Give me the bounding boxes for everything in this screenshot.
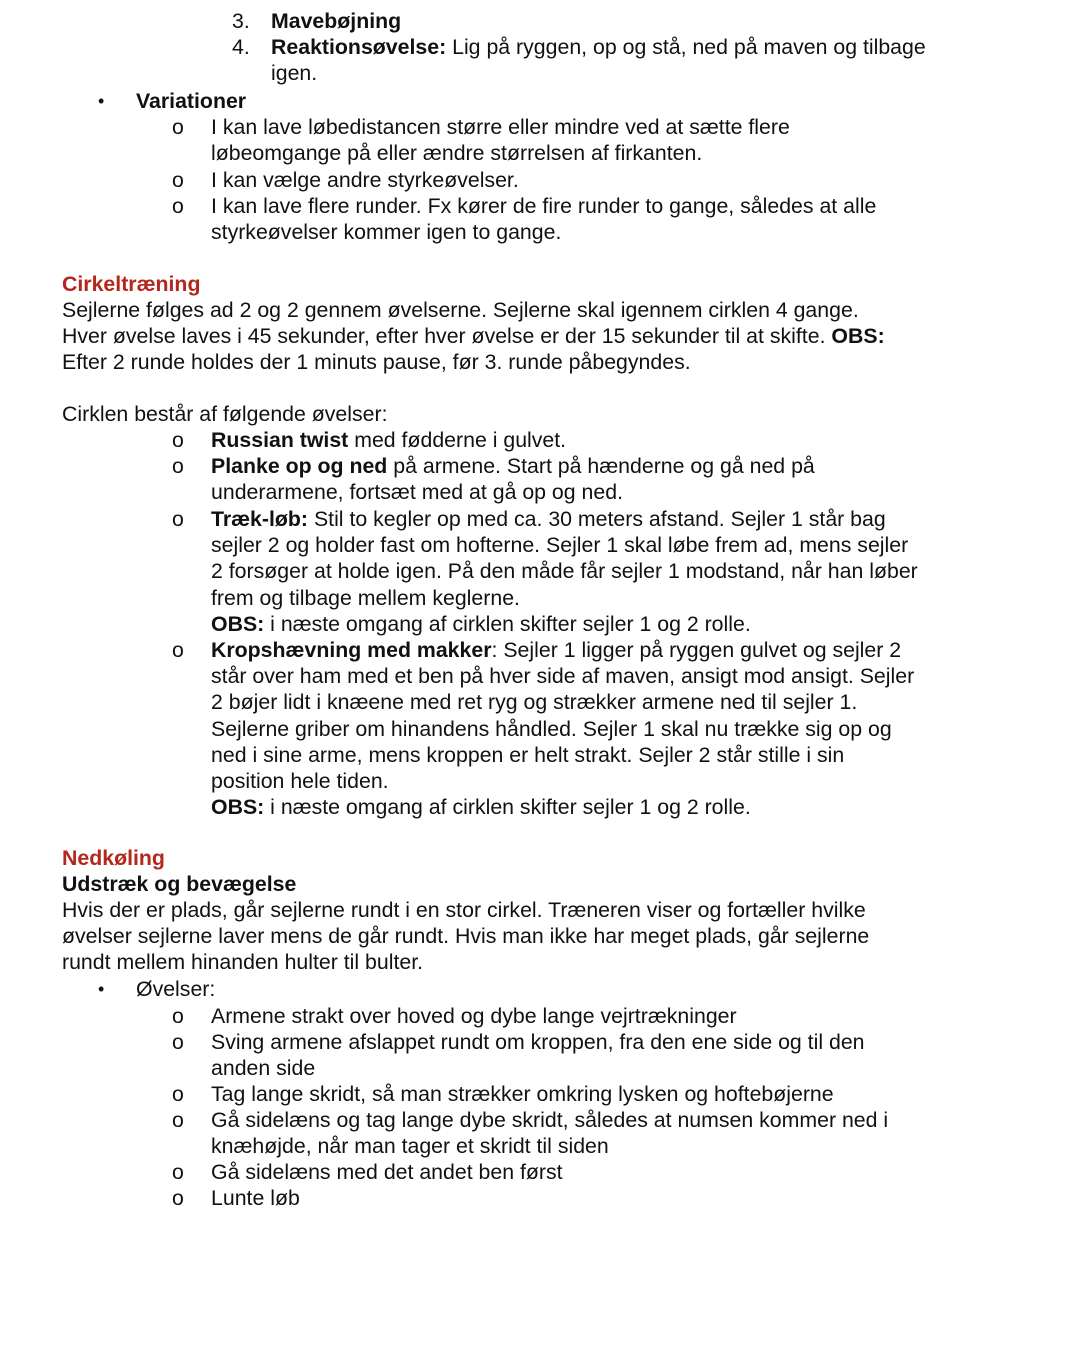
bullet: • — [98, 91, 105, 111]
sub-bullet: o — [172, 194, 184, 218]
list-number: 4. — [232, 35, 250, 59]
variations-label: Variationer — [136, 89, 247, 113]
list-item: Træk-løb: Stil to kegler op med ca. 30 meters afstand. Sejler 1 står bag sejler 2 og holder fast om hofterne. Sejler 1 skal løbe frem ad, mens sejler 2 forsøger at holde igen. På den måde får sejler 1 modstand, når han løber frem og tilbage mellem keglerne. OBS: i næste omgang af cirklen skifter sejler 1 og 2 rolle. — [211, 507, 918, 636]
item-title: Russian twist — [211, 428, 349, 452]
bullet: • — [98, 979, 105, 999]
sub-bullet: o — [172, 168, 184, 192]
list-item: Tag lange skridt, så man strækker omkring lysken og hoftebøjerne — [211, 1082, 834, 1106]
list-number: 3. — [232, 9, 250, 33]
list-item: Lunte løb — [211, 1186, 300, 1210]
sub-bullet: o — [172, 1160, 184, 1184]
list-item: I kan lave løbedistancen større eller mindre ved at sætte flere løbeomgange på eller ændre størrelsen af firkanten. — [211, 115, 790, 166]
section-heading-circuit: Cirkeltræning — [62, 272, 201, 296]
list-item: Sving armene afslappet rundt om kroppen, fra den ene side og til den anden side — [211, 1030, 865, 1081]
cooldown-intro: Hvis der er plads, går sejlerne rundt i en stor cirkel. Træneren viser og fortæller hvilke øvelser sejlerne laver mens de går rundt. Hvis man ikke har meget plads, går sejlerne rundt mellem hinanden hulter til bulter. — [62, 898, 870, 975]
list-item: Armene strakt over hoved og dybe lange vejrtrækninger — [211, 1004, 737, 1028]
list-item — [271, 8, 1011, 34]
item-title: Træk-løb: — [211, 507, 309, 531]
item-title: Mavebøjning — [271, 9, 402, 33]
circuit-list-intro: Cirklen består af følgende øvelser: — [62, 402, 388, 426]
section-heading-cooldown: Nedkøling — [62, 846, 165, 870]
item-title: Planke op og ned — [211, 454, 388, 478]
list-item: Gå sidelæns og tag lange dybe skridt, således at numsen kommer ned i knæhøjde, når man tager et skridt til siden — [211, 1108, 889, 1159]
sub-bullet: o — [172, 507, 184, 531]
sub-bullet: o — [172, 1186, 184, 1210]
sub-bullet: o — [172, 638, 184, 662]
list-item: Russian twist med fødderne i gulvet. — [211, 428, 567, 452]
sub-bullet: o — [172, 1082, 184, 1106]
item-title: Kropshævning med makker — [211, 638, 492, 662]
sub-bullet: o — [172, 1108, 184, 1132]
list-item: Gå sidelæns med det andet ben først — [211, 1160, 563, 1184]
list-item: Reaktionsøvelse: Lig på ryggen, op og stå, ned på maven og tilbage igen. — [271, 35, 926, 86]
list-item: Planke op og ned på armene. Start på hænderne og gå ned på underarmene, fortsæt med at gå op og ned. — [211, 454, 815, 505]
exercises-label: Øvelser: — [136, 977, 216, 1001]
sub-bullet: o — [172, 1004, 184, 1028]
circuit-intro: Sejlerne følges ad 2 og 2 gennem øvelserne. Sejlerne skal igennem cirklen 4 gange. Hver øvelse laves i 45 sekunder, efter hver øvelse er der 15 sekunder til at skifte. OBS: Efter 2 runde holdes der 1 minuts pause, før 3. runde påbegyndes. — [62, 298, 885, 375]
list-item: I kan lave flere runder. Fx kører de fire runder to gange, således at alle styrkeøvelser kommer igen to gange. — [211, 194, 877, 245]
sub-bullet: o — [172, 1030, 184, 1054]
item-title: Reaktionsøvelse: — [271, 35, 447, 59]
subheading: Udstræk og bevægelse — [62, 872, 297, 896]
sub-bullet: o — [172, 115, 184, 139]
sub-bullet: o — [172, 428, 184, 452]
list-item: Kropshævning med makker: Sejler 1 ligger på ryggen gulvet og sejler 2 står over ham med et ben på hver side af maven, ansigt mod ansigt. Sejler 2 bøjer lidt i knæene med ret ryg og strækker armene ned til sejler 1. Sejlerne griber om hinandens håndled. Sejler 1 skal nu trække sig op og ned i sine arme, mens kroppen er helt strakt. Sejler 2 står stille i sin position hele tiden. OBS: i næste omgang af cirklen skifter sejler 1 og 2 rolle. — [211, 638, 915, 820]
sub-bullet: o — [172, 454, 184, 478]
list-item: I kan vælge andre styrkeøvelser. — [211, 168, 519, 192]
